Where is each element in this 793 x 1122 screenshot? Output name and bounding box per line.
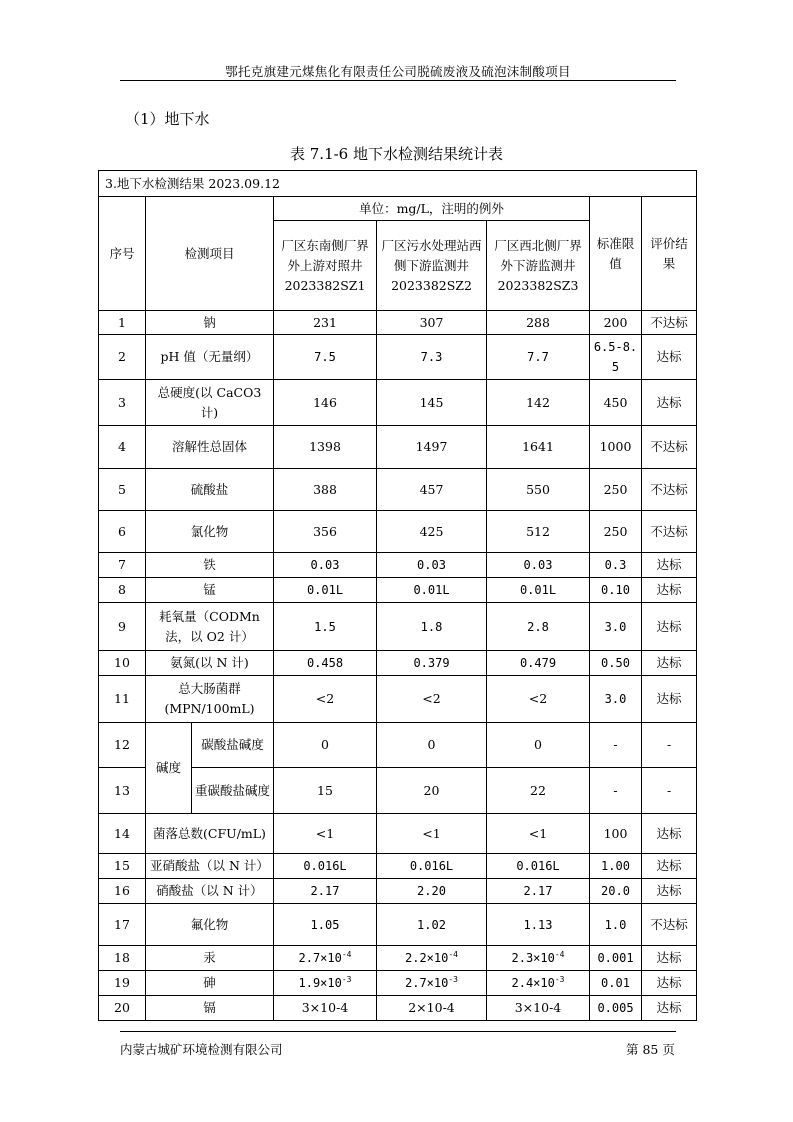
row-value-2: 7.3 <box>377 335 487 380</box>
row-item: 汞 <box>146 946 274 971</box>
row-value-1: 0.016L <box>274 854 377 879</box>
row-limit: 0.005 <box>590 996 642 1021</box>
row-value-1: 1398 <box>274 426 377 469</box>
row-value-3: 0.03 <box>487 553 590 578</box>
row-no: 2 <box>99 335 146 380</box>
row-no: 9 <box>99 603 146 651</box>
header-divider <box>120 80 676 81</box>
row-value-3: 0.479 <box>487 651 590 676</box>
row-value-1: 356 <box>274 511 377 553</box>
row-result: 达标 <box>642 879 697 904</box>
row-value-1: 1.5 <box>274 603 377 651</box>
row-result: - <box>642 768 697 814</box>
header-site-1: 厂区东南侧厂界外上游对照井 2023382SZ1 <box>274 221 377 311</box>
row-limit: 250 <box>590 469 642 511</box>
row-item: 总硬度(以 CaCO3 计) <box>146 380 274 426</box>
group-title: 3.地下水检测结果 2023.09.12 <box>99 171 697 197</box>
row-result: 达标 <box>642 603 697 651</box>
row-no: 3 <box>99 380 146 426</box>
row-result: 达标 <box>642 380 697 426</box>
row-limit: 3.0 <box>590 603 642 651</box>
row-no: 18 <box>99 946 146 971</box>
row-value-1: 7.5 <box>274 335 377 380</box>
row-value-2: 2×10-4 <box>377 996 487 1021</box>
row-value-2: 1497 <box>377 426 487 469</box>
row-result: 达标 <box>642 553 697 578</box>
row-value-1: 0.458 <box>274 651 377 676</box>
row-limit: 0.001 <box>590 946 642 971</box>
row-value-2: 1.8 <box>377 603 487 651</box>
footer-company: 内蒙古城矿环境检测有限公司 <box>120 1042 283 1057</box>
row-value-3: 142 <box>487 380 590 426</box>
row-limit: 0.10 <box>590 578 642 603</box>
document-header: 鄂托克旗建元煤焦化有限责任公司脱硫废液及硫泡沫制酸项目 <box>225 64 571 79</box>
row-value-3: <1 <box>487 814 590 854</box>
row-no: 8 <box>99 578 146 603</box>
row-result: 达标 <box>642 578 697 603</box>
row-value-1: 388 <box>274 469 377 511</box>
row-value-3: 550 <box>487 469 590 511</box>
row-limit: 0.50 <box>590 651 642 676</box>
table-row <box>99 676 697 723</box>
header-result: 评价结果 <box>642 197 697 311</box>
row-limit: 0.3 <box>590 553 642 578</box>
row-item: 硫酸盐 <box>146 469 274 511</box>
row-value-2: $2.7\times 10^{-3}$ <box>377 971 487 996</box>
row-item: 氯化物 <box>146 511 274 553</box>
row-value-3: 2.17 <box>487 879 590 904</box>
row-result: 不达标 <box>642 511 697 553</box>
row-no: 12 <box>99 723 146 768</box>
row-value-3: $2.3\times 10^{-4}$ <box>487 946 590 971</box>
row-value-1: 2.17 <box>274 879 377 904</box>
table-row <box>99 996 697 1021</box>
row-result: 不达标 <box>642 311 697 335</box>
row-item: 硝酸盐（以 N 计） <box>146 879 274 904</box>
row-value-2: 2.20 <box>377 879 487 904</box>
row-limit: 200 <box>590 311 642 335</box>
row-value-1: <1 <box>274 814 377 854</box>
row-value-3: 2.8 <box>487 603 590 651</box>
row-no: 19 <box>99 971 146 996</box>
row-limit: 100 <box>590 814 642 854</box>
row-limit: 0.01 <box>590 971 642 996</box>
row-value-1: 231 <box>274 311 377 335</box>
row-value-3: 1.13 <box>487 904 590 946</box>
row-item: 镉 <box>146 996 274 1021</box>
row-value-1: <2 <box>274 676 377 723</box>
row-no: 1 <box>99 311 146 335</box>
row-item: pH 值（无量纲） <box>146 335 274 380</box>
row-limit: 3.0 <box>590 676 642 723</box>
row-value-3: $2.4\times 10^{-3}$ <box>487 971 590 996</box>
row-no: 14 <box>99 814 146 854</box>
row-value-1: $1.9\times 10^{-3}$ <box>274 971 377 996</box>
page-number: 第 85 页 <box>626 1042 675 1057</box>
row-no: 11 <box>99 676 146 723</box>
header-item: 检测项目 <box>146 197 274 311</box>
row-result: - <box>642 723 697 768</box>
row-result: 达标 <box>642 814 697 854</box>
row-item: 锰 <box>146 578 274 603</box>
row-limit: 450 <box>590 380 642 426</box>
row-value-2: <2 <box>377 676 487 723</box>
row-value-2: 457 <box>377 469 487 511</box>
row-item: 铁 <box>146 553 274 578</box>
header-unit-note: 单位：mg/L，注明的例外 <box>274 197 590 221</box>
row-no: 16 <box>99 879 146 904</box>
table-row <box>99 553 697 578</box>
row-value-1: 0.03 <box>274 553 377 578</box>
row-item: 钠 <box>146 311 274 335</box>
row-result: 达标 <box>642 996 697 1021</box>
row-value-2: 0.379 <box>377 651 487 676</box>
row-result: 达标 <box>642 651 697 676</box>
row-value-3: 0.016L <box>487 854 590 879</box>
row-item: 耗氧量（CODMn 法，以 O2 计） <box>146 603 274 651</box>
row-item: 溶解性总固体 <box>146 426 274 469</box>
row-value-2: 307 <box>377 311 487 335</box>
header-limit: 标准限值 <box>590 197 642 311</box>
row-value-2: 0.03 <box>377 553 487 578</box>
row-value-2: 0 <box>377 723 487 768</box>
row-limit: 250 <box>590 511 642 553</box>
row-value-1: 146 <box>274 380 377 426</box>
row-limit: 1000 <box>590 426 642 469</box>
row-value-3: 7.7 <box>487 335 590 380</box>
header-no: 序号 <box>99 197 146 311</box>
row-value-2: 425 <box>377 511 487 553</box>
row-no: 17 <box>99 904 146 946</box>
row-item: 氨氮(以 N 计) <box>146 651 274 676</box>
table-row <box>99 814 697 854</box>
footer-divider <box>120 1031 676 1032</box>
row-value-2: $2.2\times 10^{-4}$ <box>377 946 487 971</box>
row-value-1: 0.01L <box>274 578 377 603</box>
table-row <box>99 971 697 996</box>
row-value-2: 0.016L <box>377 854 487 879</box>
table-row <box>99 946 697 971</box>
table-row <box>99 651 697 676</box>
row-item: 碳酸盐碱度 <box>192 723 274 768</box>
row-no: 6 <box>99 511 146 553</box>
row-item: 总大肠菌群(MPN/100mL) <box>146 676 274 723</box>
header-site-2: 厂区污水处理站西侧下游监测井 2023382SZ2 <box>377 221 487 311</box>
row-value-2: <1 <box>377 814 487 854</box>
row-result: 达标 <box>642 335 697 380</box>
table-row <box>99 904 697 946</box>
row-limit: 1.00 <box>590 854 642 879</box>
table-row <box>99 311 697 335</box>
row-no: 5 <box>99 469 146 511</box>
row-value-1: 3×10-4 <box>274 996 377 1021</box>
row-no: 4 <box>99 426 146 469</box>
row-item: 菌落总数(CFU/mL) <box>146 814 274 854</box>
table-row <box>99 511 697 553</box>
table-row <box>99 723 697 768</box>
table-row <box>99 879 697 904</box>
row-value-2: 20 <box>377 768 487 814</box>
header-site-3: 厂区西北侧厂界外下游监测井 2023382SZ3 <box>487 221 590 311</box>
row-value-2: 1.02 <box>377 904 487 946</box>
table-row <box>99 603 697 651</box>
row-item: 砷 <box>146 971 274 996</box>
row-result: 达标 <box>642 676 697 723</box>
row-value-3: 0.01L <box>487 578 590 603</box>
row-no: 15 <box>99 854 146 879</box>
table-row <box>99 469 697 511</box>
row-no: 13 <box>99 768 146 814</box>
table-row <box>99 380 697 426</box>
table-row <box>99 578 697 603</box>
row-limit: - <box>590 768 642 814</box>
row-limit: - <box>590 723 642 768</box>
row-value-3: 1641 <box>487 426 590 469</box>
row-no: 10 <box>99 651 146 676</box>
row-item: 氟化物 <box>146 904 274 946</box>
row-result: 不达标 <box>642 904 697 946</box>
row-no: 7 <box>99 553 146 578</box>
row-limit: 1.0 <box>590 904 642 946</box>
row-value-3: 288 <box>487 311 590 335</box>
row-result: 达标 <box>642 946 697 971</box>
row-result: 达标 <box>642 971 697 996</box>
row-result: 不达标 <box>642 469 697 511</box>
table-row <box>99 335 697 380</box>
row-value-2: 0.01L <box>377 578 487 603</box>
row-value-1: 15 <box>274 768 377 814</box>
row-value-3: 0 <box>487 723 590 768</box>
table-row <box>99 426 697 469</box>
row-value-3: 512 <box>487 511 590 553</box>
row-limit: 6.5-8.5 <box>590 335 642 380</box>
row-value-1: 0 <box>274 723 377 768</box>
row-result: 达标 <box>642 854 697 879</box>
row-no: 20 <box>99 996 146 1021</box>
groundwater-results-table <box>98 170 697 1021</box>
row-value-1: 1.05 <box>274 904 377 946</box>
row-value-2: 145 <box>377 380 487 426</box>
section-title: （1）地下水 <box>125 110 210 128</box>
row-item: 亚硝酸盐（以 N 计） <box>146 854 274 879</box>
row-result: 不达标 <box>642 426 697 469</box>
row-value-3: 3×10-4 <box>487 996 590 1021</box>
table-row <box>99 854 697 879</box>
row-value-3: 22 <box>487 768 590 814</box>
alkalinity-group-label: 碱度 <box>146 723 192 814</box>
row-item: 重碳酸盐碱度 <box>192 768 274 814</box>
table-caption: 表 7.1-6 地下水检测结果统计表 <box>289 145 503 163</box>
row-limit: 20.0 <box>590 879 642 904</box>
row-value-3: <2 <box>487 676 590 723</box>
row-value-1: $2.7\times 10^{-4}$ <box>274 946 377 971</box>
